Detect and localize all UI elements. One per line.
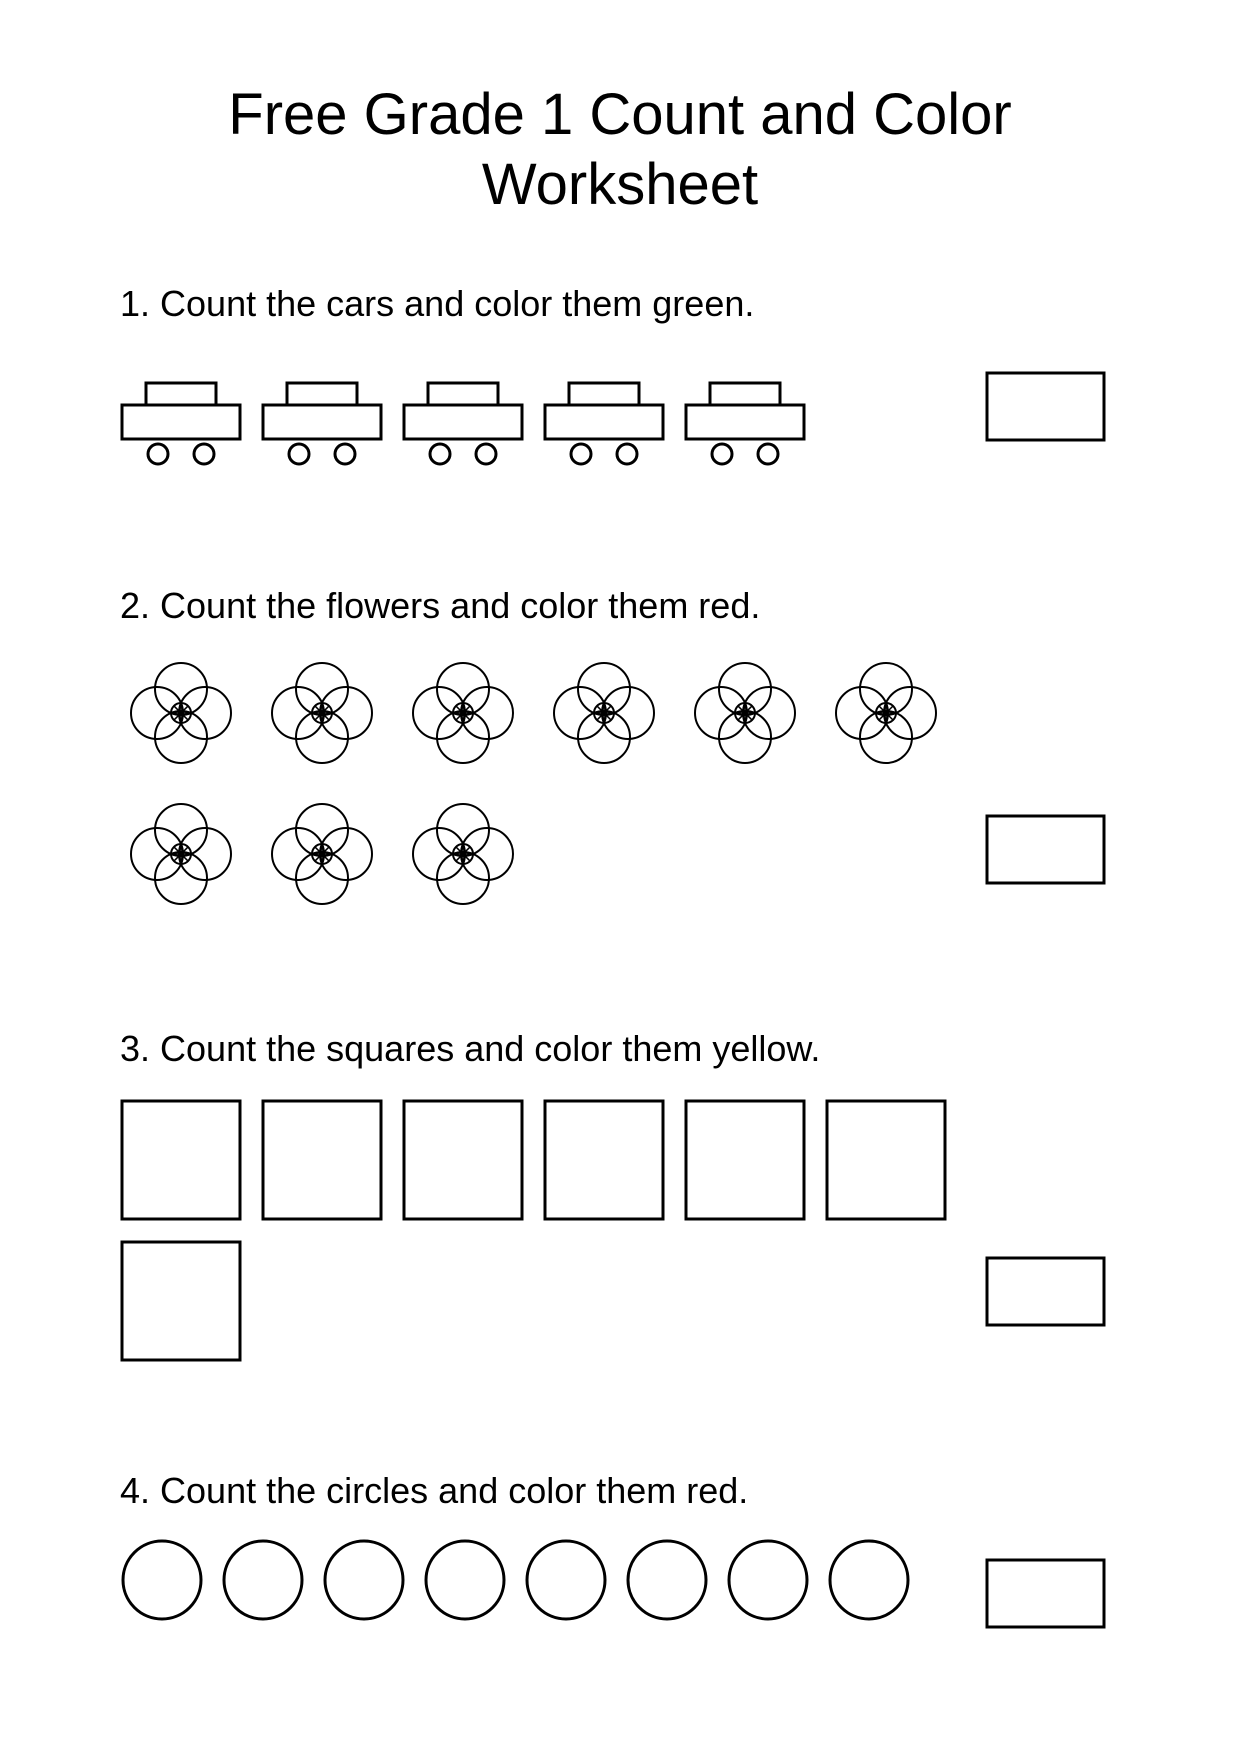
car-roof [146,383,216,405]
circle-shape [527,1541,605,1619]
flower-icon [413,663,513,763]
square-shape [122,1101,240,1219]
flower-icon [413,804,513,904]
flower-icon [131,804,231,904]
flower-icon [695,663,795,763]
car-icon [263,383,381,464]
car-wheel [289,444,309,464]
question-1-text: 1. Count the cars and color them green. [120,283,755,324]
car-icon [404,383,522,464]
car-wheel [194,444,214,464]
title-line-1: Free Grade 1 Count and Color [228,82,1012,147]
car-body [404,405,522,439]
car-wheel [430,444,450,464]
car-roof [710,383,780,405]
answer-box-2[interactable] [987,816,1104,883]
car-roof [569,383,639,405]
car-roof [287,383,357,405]
circle-shape [628,1541,706,1619]
flower-icon [836,663,936,763]
car-wheel [335,444,355,464]
square-shape [686,1101,804,1219]
circle-shape [123,1541,201,1619]
car-wheel [758,444,778,464]
car-wheel [712,444,732,464]
circle-shape [325,1541,403,1619]
flower-icon [554,663,654,763]
answer-box-4[interactable] [987,1560,1104,1627]
question-2-text: 2. Count the flowers and color them red. [120,585,761,626]
car-body [545,405,663,439]
car-wheel [571,444,591,464]
car-icon [122,383,240,464]
square-shape [122,1242,240,1360]
car-icon [545,383,663,464]
answer-box-1[interactable] [987,373,1104,440]
question-4-text: 4. Count the circles and color them red. [120,1470,749,1511]
car-wheel [476,444,496,464]
car-wheel [148,444,168,464]
title-line-2: Worksheet [481,152,759,217]
car-body [686,405,804,439]
square-shape [404,1101,522,1219]
car-body [263,405,381,439]
car-roof [428,383,498,405]
circle-shape [729,1541,807,1619]
square-shape [827,1101,945,1219]
circle-shape [426,1541,504,1619]
circle-shape [830,1541,908,1619]
flower-icon [131,663,231,763]
flower-icon [272,804,372,904]
circle-shape [224,1541,302,1619]
car-icon [686,383,804,464]
car-wheel [617,444,637,464]
question-3-text: 3. Count the squares and color them yellow. [120,1028,821,1069]
square-shape [545,1101,663,1219]
square-shape [263,1101,381,1219]
flower-icon [272,663,372,763]
answer-box-3[interactable] [987,1258,1104,1325]
car-body [122,405,240,439]
